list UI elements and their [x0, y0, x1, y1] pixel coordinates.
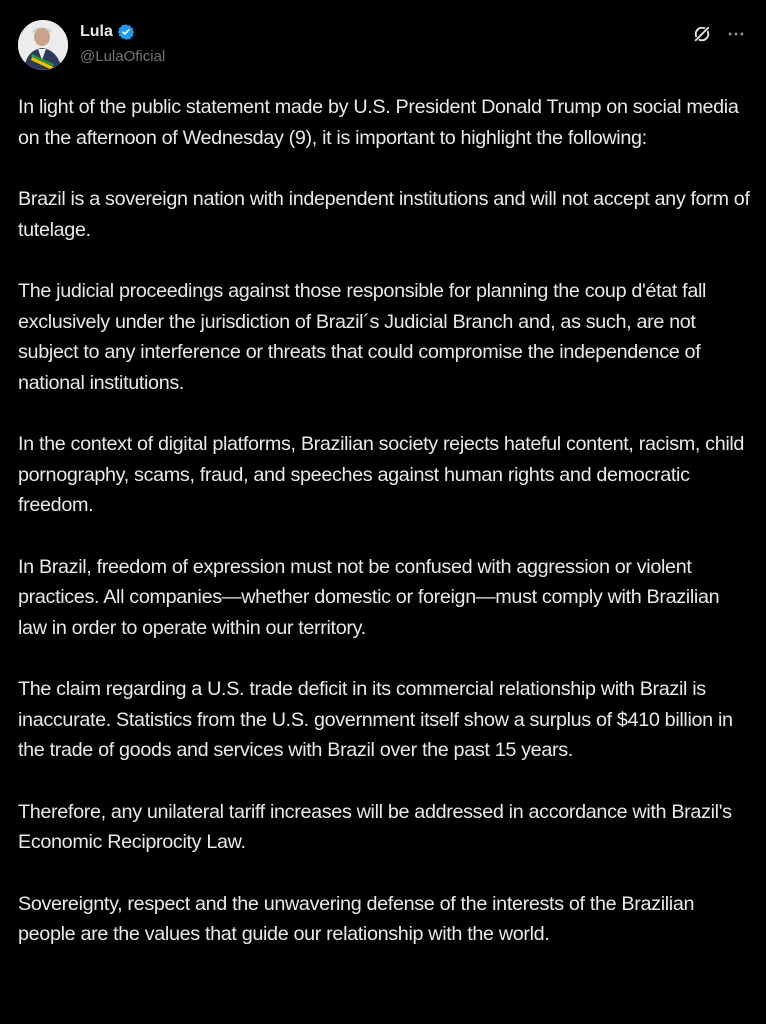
tweet-text [18, 92, 753, 950]
paragraph-3: The judicial proceedings against those responsible for planning the coup d'état fall exclusively under the jurisdiction of Brazil´s Judicial Branch and, as such, are not subject to any interference or threats that could compromise the independence of national institutions. [18, 280, 707, 394]
avatar[interactable] [18, 20, 68, 70]
name-row [80, 22, 165, 42]
paragraph-8: Sovereignty, respect and the unwavering defense of the interests of the Brazilian people are the values that guide our relationship with the world. [18, 892, 695, 945]
paragraph-4: In the context of digital platforms, Brazilian society rejects hateful content, racism, child pornography, scams, fraud, and speeches against human rights and democratic freedom. [18, 433, 745, 516]
paragraph-1: In light of the public statement made by U.S. President Donald Trump on social media on the afternoon of Wednesday (9), it is important to highlight the following: [18, 96, 739, 149]
avatar-portrait-icon [18, 20, 68, 70]
verified-badge-icon[interactable] [117, 23, 135, 41]
tweet-header [18, 18, 748, 80]
tweet-actions [692, 24, 746, 44]
paragraph-2: Brazil is a sovereign nation with independent institutions and will not accept any form of tutelage. [18, 188, 750, 241]
grok-icon[interactable] [692, 24, 712, 44]
author-handle[interactable]: @LulaOficial [80, 48, 166, 65]
paragraph-6: The claim regarding a U.S. trade deficit in its commercial relationship with Brazil is inaccurate. Statistics from the U.S. government itself show a surplus of $410 billion in the trade of goods and services with Brazil over the past 15 years. [18, 678, 733, 761]
paragraph-5: In Brazil, freedom of expression must not be confused with aggression or violent practices. All companies—whether domestic or foreign—must comply with Brazilian law in order to operate within our territory. [18, 555, 720, 639]
paragraph-7: Therefore, any unilateral tariff increases will be addressed in accordance with Brazil's Economic Reciprocity Law. [18, 800, 732, 853]
more-horizontal-icon[interactable] [726, 24, 746, 44]
author-identity [80, 22, 165, 65]
display-name[interactable]: Lula [80, 23, 113, 40]
